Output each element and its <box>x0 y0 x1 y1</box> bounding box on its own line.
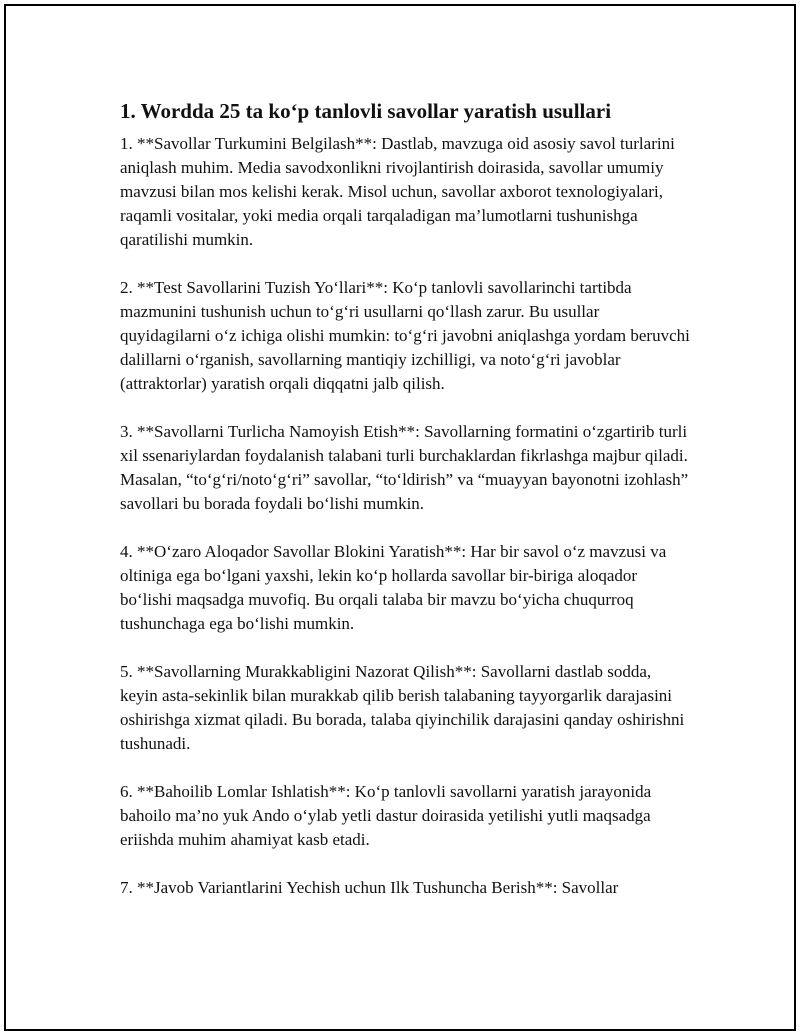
document-body <box>120 98 690 924</box>
paragraph-3: 3. **Savollarni Turlicha Namoyish Etish**: Savollarning formatini o‘zgartirib turli xil ssenariylardan foydalanish talabani turli burchaklardan fikrlashga majbur qiladi. Masalan, “to‘g‘ri/noto‘g‘ri” savollar, “to‘ldirish” va “muayyan bayonotni izohlash” savollari bu borada foydali bo‘lishi mumkin. <box>120 422 689 513</box>
paragraph-7: 7. **Javob Variantlarini Yechish uchun Ilk Tushuncha Berish**: Savollar <box>120 878 619 897</box>
paragraph-4: 4. **O‘zaro Aloqador Savollar Blokini Yaratish**: Har bir savol o‘z mavzusi va oltiniga ega bo‘lgani yaxshi, lekin ko‘p hollarda savollar bir-biriga aloqador bo‘lishi maqsadga muvofiq. Bu orqali talaba bir mavzu bo‘yicha chuqurroq tushunchaga ega bo‘lishi mumkin. <box>120 542 667 633</box>
paragraph-2: 2. **Test Savollarini Tuzish Yo‘llari**: Ko‘p tanlovli savollarinchi tartibda mazmunini tushunish uchun to‘g‘ri usullarni qo‘llash zarur. Bu usullar quyidagilarni o‘z ichiga olishi mumkin: to‘g‘ri javobni aniqlashga yordam beruvchi dalillarni o‘rganish, savollarning mantiqiy izchilligi, va noto‘g‘ri javoblar (attraktorlar) yaratish orqali diqqatni jalb qilish. <box>120 278 690 393</box>
document-page <box>4 4 796 1031</box>
paragraph-6: 6. **Bahoilib Lomlar Ishlatish**: Ko‘p tanlovli savollarni yaratish jarayonida bahoilo ma’no yuk Ando o‘ylab yetli dastur doirasida yetilishi yutli maqsadga eriishda muhim ahamiyat kasb etadi. <box>120 782 652 849</box>
paragraph-5: 5. **Savollarning Murakkabligini Nazorat Qilish**: Savollarni dastlab sodda, keyin asta-sekinlik bilan murakkab qilib berish talabaning tayyorgarlik darajasini oshirishga xizmat qiladi. Bu borada, talaba qiyinchilik darajasini qanday oshirishni tushunadi. <box>120 662 685 753</box>
document-title: 1. Wordda 25 ta ko‘p tanlovli savollar yaratish usullari <box>120 99 612 123</box>
paragraph-1: 1. **Savollar Turkumini Belgilash**: Dastlab, mavzuga oid asosiy savol turlarini aniqlash muhim. Media savodxonlikni rivojlantirish doirasida, savollar umumiy mavzusi bilan mos kelishi kerak. Misol uchun, savollar axborot texnologiyalari, raqamli vositalar, yoki media orqali tarqaladigan ma’lumotlarni tushunishga qaratilishi mumkin. <box>120 134 675 249</box>
